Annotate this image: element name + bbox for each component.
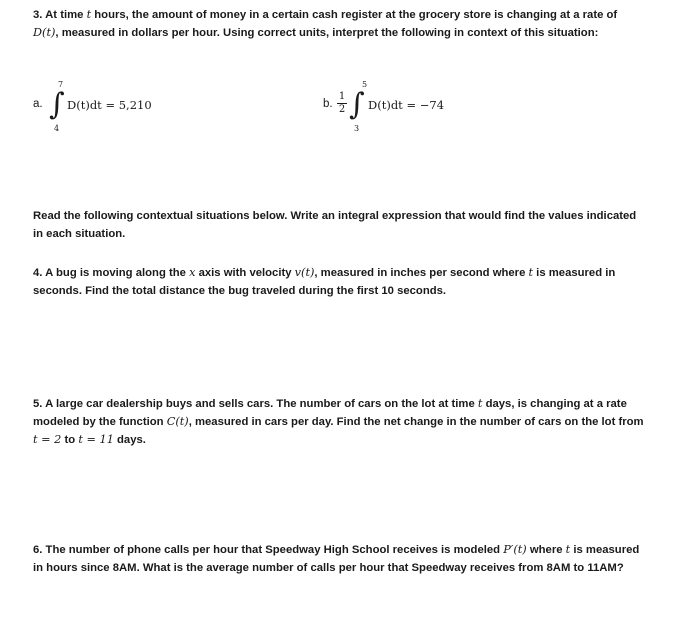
variable-t: t (86, 8, 92, 21)
part-a-letter: a. (33, 98, 43, 110)
part-a-expression: D(t)dt = 5,210 (67, 98, 152, 112)
question-5-number: 5. (33, 398, 43, 410)
instructions-text: Read the following contextual situations below. Write an integral expression that would find the values indicated in each situation. (33, 210, 637, 240)
function-C: C(t) (166, 415, 189, 428)
part-b-upper-limit: 5 (362, 80, 368, 89)
question-3-number: 3. (33, 9, 43, 21)
function-P-prime: P′(t) (503, 543, 527, 556)
question-4-number: 4. (33, 267, 43, 279)
question-6-number: 6. (33, 544, 43, 556)
question-5-text: 5. A large car dealership buys and sells cars. The number of cars on the lot at time t days, is changing at a rate modeled by the function C(t), measured in cars per day. Find the net change in the number of cars on the lot from t = 2 to t = 11 days. (33, 397, 644, 446)
question-3 (33, 6, 645, 42)
variable-t: t (528, 266, 534, 279)
variable-t: t (565, 543, 571, 556)
integral-parts (33, 78, 645, 143)
to-expression: t = 11 (78, 433, 114, 446)
fraction-numerator: 1 (338, 91, 346, 102)
fraction-denominator: 2 (338, 104, 346, 115)
from-expression: t = 2 (33, 433, 62, 446)
integral-sign-a: ∫ (49, 87, 65, 122)
part-b-fraction (337, 92, 347, 115)
variable-x: x (189, 266, 196, 279)
part-b (323, 78, 583, 143)
question-5 (33, 395, 645, 449)
part-a-lower-limit: 4 (54, 124, 60, 133)
function-D: D(t) (33, 26, 56, 39)
question-4-text: 4. A bug is moving along the x axis with velocity v(t), measured in inches per second where t is measured in seconds. Find the total distance the bug traveled during the first 10 seconds. (33, 266, 616, 297)
part-b-expression: D(t)dt = −74 (368, 98, 445, 112)
question-3-text: 3. At time t hours, the amount of money in a certain cash register at the grocery store is changing at a rate of D(t), measured in dollars per hour. Using correct units, interpret the following in context of this situation: (33, 8, 618, 39)
part-a-upper-limit: 7 (58, 80, 64, 89)
question-6 (33, 541, 645, 577)
variable-t: t (477, 397, 483, 410)
part-a (33, 78, 253, 143)
function-v: v(t) (294, 266, 315, 279)
question-6-text: 6. The number of phone calls per hour that Speedway High School receives is modeled P′(t) where t is measured in hours since 8AM. What is the average number of calls per hour that Speedway receives from 8AM to 11AM? (33, 543, 640, 574)
part-b-letter: b. (323, 98, 333, 110)
part-b-lower-limit: 3 (354, 124, 360, 133)
question-4 (33, 264, 645, 300)
integral-sign-b: ∫ (349, 87, 365, 122)
instructions (33, 207, 645, 243)
